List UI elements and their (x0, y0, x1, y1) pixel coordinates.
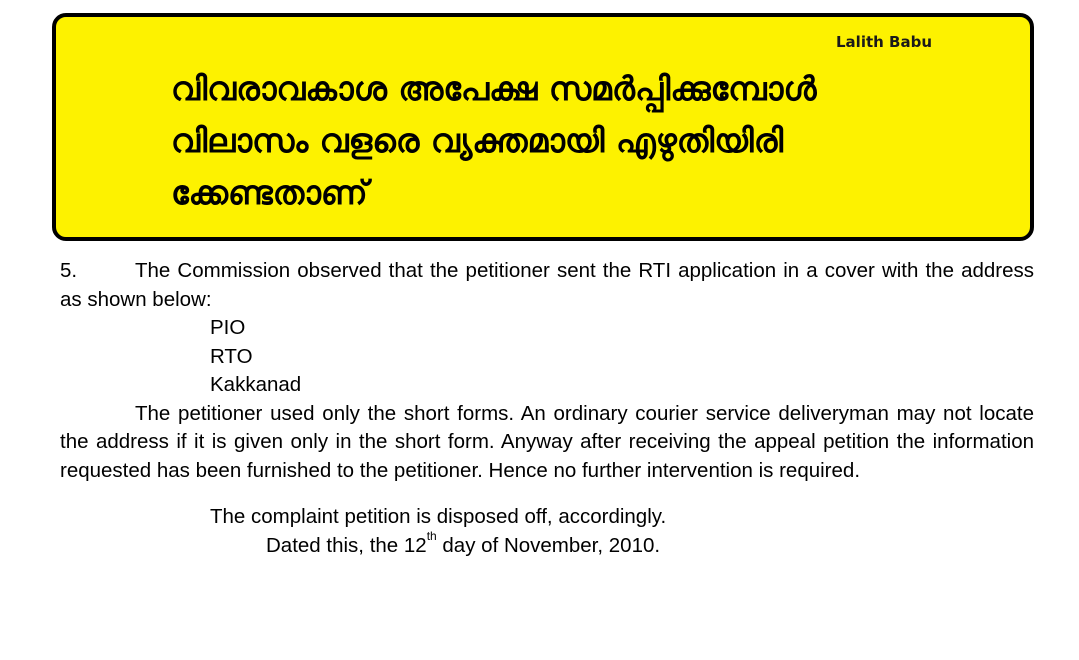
date-suffix: day of November, 2010. (436, 533, 661, 557)
date-ordinal: th (426, 528, 437, 543)
banner-heading (171, 63, 1021, 219)
paragraph-number: 5. (60, 259, 78, 282)
date-prefix: Dated this, the 12 (266, 533, 427, 557)
heading-line-1: വിവരാവകാശ അപേക്ഷ സമർപ്പിക്കുമ്പോൾ (171, 69, 817, 108)
paragraph-text: The Commission observed that the petitioner sent the RTI application in a cover with the address as shown below: (60, 259, 1034, 311)
author-name: Lalith Babu (836, 33, 933, 51)
heading-line-2: വിലാസം വളരെ വ്യക്തമായി എഴുതിയിരി (171, 121, 784, 160)
paragraph-5 (60, 257, 1034, 314)
heading-line-3: ക്കേണ്ടതാണ് (171, 173, 368, 212)
address-line-pio: PIO (210, 316, 246, 339)
address-line-kakkanad: Kakkanad (210, 373, 302, 396)
document-body (60, 257, 1034, 560)
headline-banner (52, 13, 1034, 241)
closing-statement: The complaint petition is disposed off, accordingly. (210, 505, 667, 528)
date-line (60, 528, 1034, 561)
observation-paragraph: The petitioner used only the short forms. An ordinary courier service deliveryman may not locate the address if it is given only in the short form. Anyway after receiving the appeal petition the information requested has been furnished to the petitioner. Hence no further intervention is required. (60, 401, 1034, 482)
address-line-rto: RTO (210, 344, 253, 368)
